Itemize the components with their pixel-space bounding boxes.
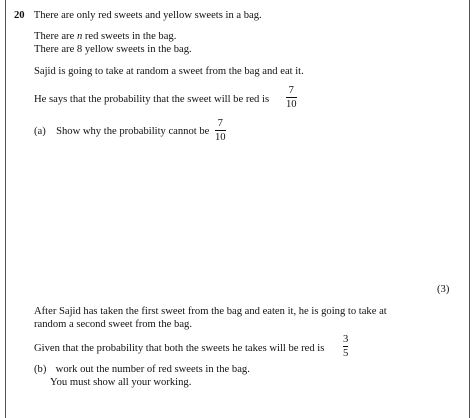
part-a-fraction [215,118,226,143]
part-a-text: Show why the probability cannot be [56,126,210,137]
part-a-fraction-numerator: 7 [217,118,223,129]
variable-n: n [76,31,83,42]
part-b-text: work out the number of red sweets in the bag. [55,364,250,375]
right-margin-rule [469,0,470,418]
part-b-context-line1: After Sajid has taken the first sweet from the bag and eaten it, he is going to take at [34,306,387,317]
claim-fraction-numerator: 7 [288,85,294,96]
part-a-marks: (3) [437,284,450,295]
part-b-label: (b) [34,364,47,375]
part-b-line [34,364,250,377]
sajid-take-line: Sajid is going to take at random a sweet from the bag and eat it. [34,66,304,77]
given-line: Given that the probability that both the sweets he takes will be red is [34,343,325,354]
claim-fraction-denominator: 10 [286,99,297,111]
part-b-instruction: You must show all your working. [50,377,192,388]
question-header [14,10,262,23]
claim-fraction-bar [286,97,297,98]
claim-fraction [286,85,297,110]
red-sweets-line [34,31,176,44]
left-margin-rule [5,0,6,418]
part-b-context-line2: random a second sweet from the bag. [34,319,192,330]
question-intro: There are only red sweets and yellow sweets in a bag. [33,10,262,21]
part-a-fraction-denominator: 10 [215,132,226,144]
claim-line: He says that the probability that the sweet will be red is [34,94,270,105]
part-a-label: (a) [34,126,46,137]
given-fraction-numerator: 3 [343,334,349,345]
given-fraction [343,334,348,359]
red-sweets-text-b: red sweets in the bag. [82,31,177,42]
given-fraction-denominator: 5 [343,348,349,360]
given-fraction-bar [343,346,348,347]
question-number: 20 [14,10,25,21]
part-a-line [34,126,209,139]
red-sweets-text-a: There are [34,31,77,42]
part-a-fraction-bar [215,130,226,131]
yellow-sweets-line: There are 8 yellow sweets in the bag. [34,44,192,55]
